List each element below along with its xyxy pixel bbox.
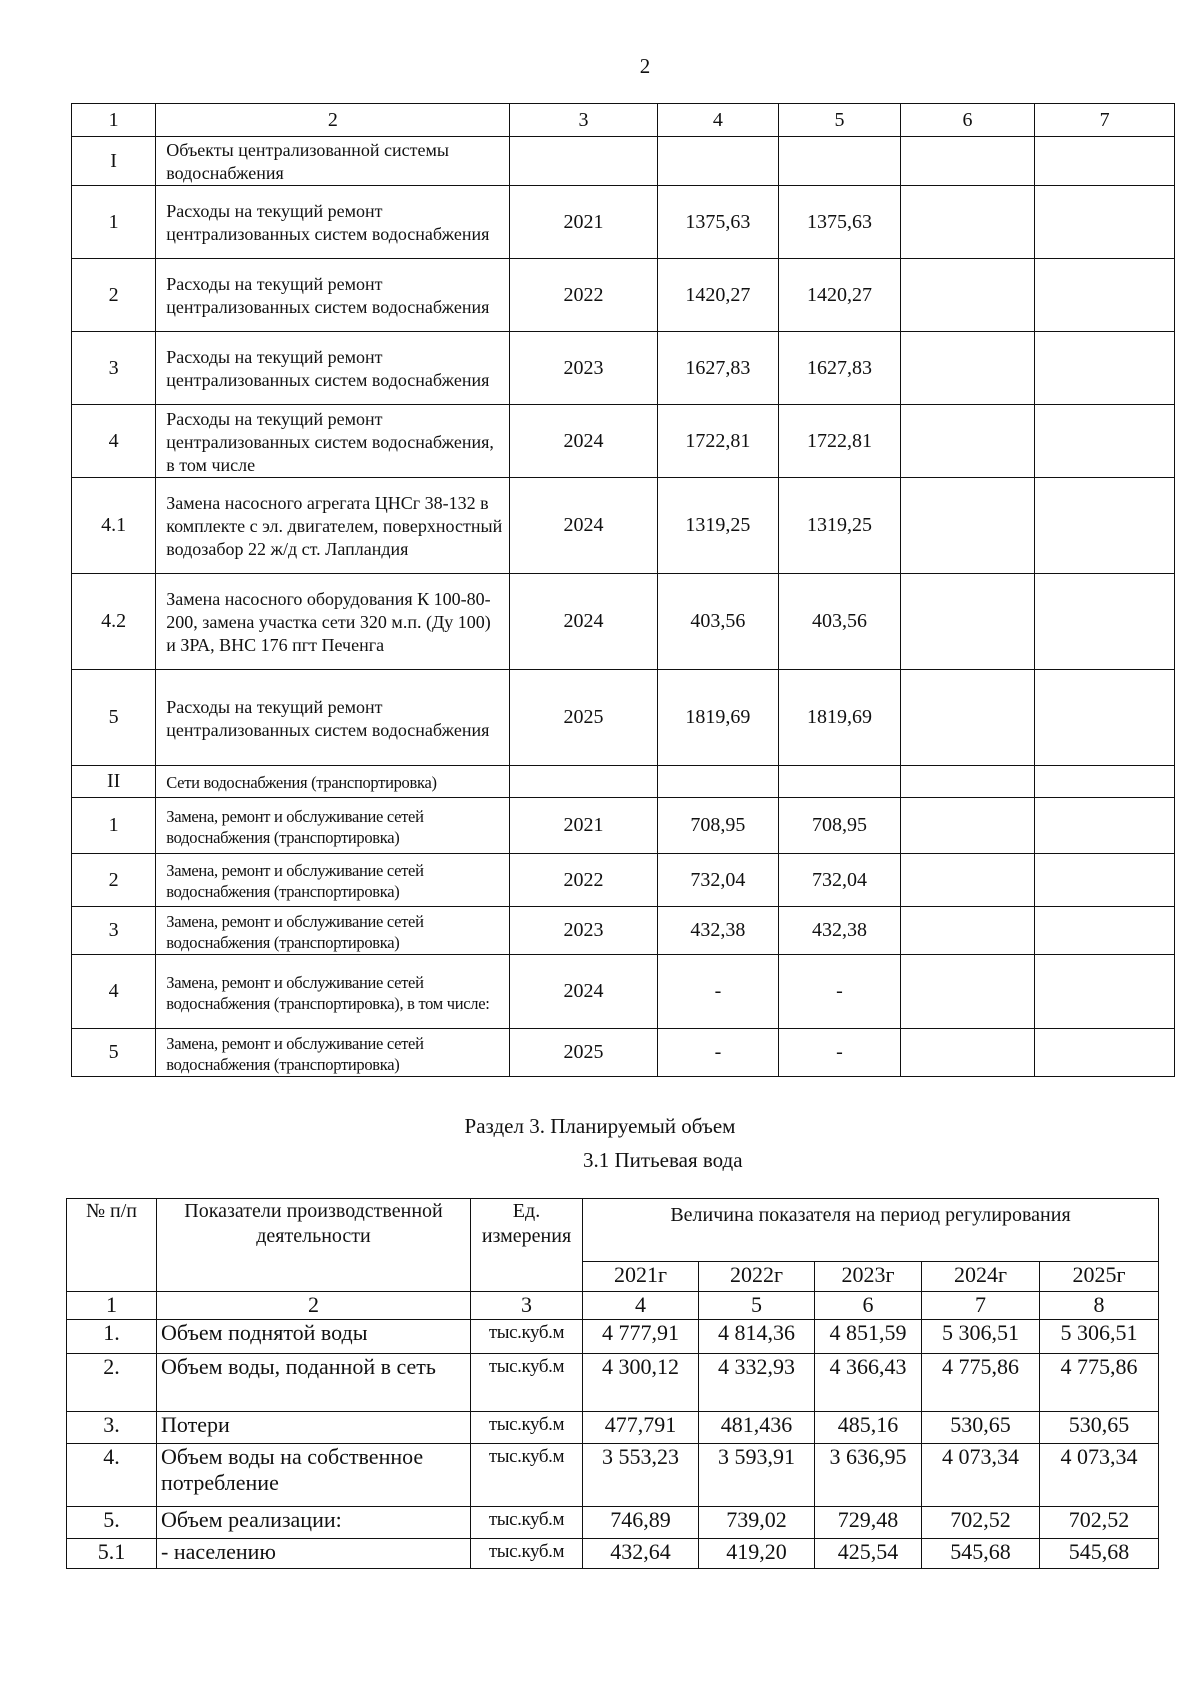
row-description: Расходы на текущий ремонт централизованных систем водоснабжения	[156, 259, 510, 332]
row-value-7	[1035, 405, 1175, 478]
row-value: 477,791	[583, 1412, 699, 1444]
row-value-4	[657, 137, 779, 186]
row-value-6	[900, 405, 1034, 478]
row-number: 3	[72, 332, 156, 405]
row-number: 5.1	[67, 1539, 157, 1569]
row-year: 2022	[510, 854, 657, 907]
row-number: II	[72, 766, 156, 798]
table-row	[72, 670, 1175, 766]
row-unit: тыс.куб.м	[471, 1507, 583, 1539]
row-value: 3 593,91	[699, 1444, 815, 1507]
header-cell: 3	[510, 104, 657, 137]
row-value-5: 1722,81	[779, 405, 901, 478]
row-value-6	[900, 670, 1034, 766]
row-value-7	[1035, 574, 1175, 670]
table-row	[72, 766, 1175, 798]
row-description: Замена насосного оборудования К 100-80-200, замена участка сети 320 м.п. (Ду 100) и ЗРА, ВНС 176 пгт Печенга	[156, 574, 510, 670]
table-row	[72, 332, 1175, 405]
row-year: 2024	[510, 574, 657, 670]
row-value-6	[900, 854, 1034, 907]
section-title: Раздел 3. Планируемый объем	[464, 1114, 736, 1138]
row-indicator: Объем реализации:	[157, 1507, 471, 1539]
row-number: 1.	[67, 1320, 157, 1354]
row-value-7	[1035, 907, 1175, 955]
row-value-5: 1819,69	[779, 670, 901, 766]
row-number: 1	[72, 798, 156, 854]
row-number: 4.2	[72, 574, 156, 670]
table-row	[72, 478, 1175, 574]
row-value-4: 1420,27	[657, 259, 779, 332]
row-year: 2024	[510, 405, 657, 478]
row-description: Расходы на текущий ремонт централизованных систем водоснабжения	[156, 670, 510, 766]
header-cell: 1	[72, 104, 156, 137]
row-value-7	[1035, 186, 1175, 259]
row-indicator: - населению	[157, 1539, 471, 1569]
row-year: 2023	[510, 332, 657, 405]
row-value-6	[900, 186, 1034, 259]
row-value: 3 636,95	[815, 1444, 922, 1507]
row-value: 729,48	[815, 1507, 922, 1539]
index-cell: 4	[583, 1292, 699, 1320]
row-description: Замена, ремонт и обслуживание сетей водоснабжения (транспортировка)	[156, 854, 510, 907]
row-value: 4 814,36	[699, 1320, 815, 1354]
table-row	[67, 1539, 1159, 1569]
row-value: 4 775,86	[1040, 1354, 1159, 1412]
row-value-7	[1035, 332, 1175, 405]
table-header-row	[72, 104, 1175, 137]
row-description: Замена, ремонт и обслуживание сетей водоснабжения (транспортировка)	[156, 907, 510, 955]
row-value-4: 708,95	[657, 798, 779, 854]
row-year: 2024	[510, 955, 657, 1029]
row-value-4: 1319,25	[657, 478, 779, 574]
row-value: 545,68	[1040, 1539, 1159, 1569]
row-value-7	[1035, 259, 1175, 332]
table-row	[72, 405, 1175, 478]
row-number: 2	[72, 259, 156, 332]
row-year: 2024	[510, 478, 657, 574]
header-cell: 4	[657, 104, 779, 137]
row-value-6	[900, 332, 1034, 405]
index-cell: 2	[157, 1292, 471, 1320]
row-value-5: 1375,63	[779, 186, 901, 259]
row-year: 2021	[510, 798, 657, 854]
row-value: 746,89	[583, 1507, 699, 1539]
row-year: 2025	[510, 670, 657, 766]
row-value: 3 553,23	[583, 1444, 699, 1507]
row-value: 545,68	[922, 1539, 1040, 1569]
row-value-7	[1035, 1029, 1175, 1077]
row-indicator: Объем поднятой воды	[157, 1320, 471, 1354]
row-number: 2.	[67, 1354, 157, 1412]
row-unit: тыс.куб.м	[471, 1320, 583, 1354]
index-cell: 8	[1040, 1292, 1159, 1320]
row-value-5: 1627,83	[779, 332, 901, 405]
row-value-7	[1035, 137, 1175, 186]
row-year: 2022	[510, 259, 657, 332]
index-cell: 1	[67, 1292, 157, 1320]
row-value: 485,16	[815, 1412, 922, 1444]
row-number: 4	[72, 405, 156, 478]
row-indicator: Объем воды на собственное потребление	[157, 1444, 471, 1507]
row-value-6	[900, 137, 1034, 186]
row-description: Расходы на текущий ремонт централизованных систем водоснабжения	[156, 186, 510, 259]
row-indicator: Потери	[157, 1412, 471, 1444]
row-unit: тыс.куб.м	[471, 1354, 583, 1412]
row-value-5: 732,04	[779, 854, 901, 907]
row-number: 4	[72, 955, 156, 1029]
row-value-6	[900, 478, 1034, 574]
row-number: 4.1	[72, 478, 156, 574]
header-cell: 6	[900, 104, 1034, 137]
row-value-4: -	[657, 955, 779, 1029]
row-value-5	[779, 766, 901, 798]
table-row	[72, 186, 1175, 259]
row-value: 4 073,34	[1040, 1444, 1159, 1507]
row-value: 4 775,86	[922, 1354, 1040, 1412]
row-unit: тыс.куб.м	[471, 1412, 583, 1444]
header-num: № п/п	[67, 1199, 157, 1292]
header-unit: Ед. измерения	[471, 1199, 583, 1292]
header-indicator: Показатели производственной деятельности	[157, 1199, 471, 1292]
row-value-5: -	[779, 955, 901, 1029]
table-row	[67, 1320, 1159, 1354]
row-value: 4 851,59	[815, 1320, 922, 1354]
row-description: Замена насосного агрегата ЦНСг 38-132 в комплекте с эл. двигателем, поверхностный водозабор 22 ж/д ст. Лапландия	[156, 478, 510, 574]
row-year: 2021	[510, 186, 657, 259]
planned-volume-table	[66, 1198, 1159, 1569]
row-value-4: 403,56	[657, 574, 779, 670]
table-row	[72, 854, 1175, 907]
row-value-6	[900, 1029, 1034, 1077]
row-value-6	[900, 574, 1034, 670]
row-number: 5	[72, 1029, 156, 1077]
row-value-4: 1819,69	[657, 670, 779, 766]
year-cell: 2022г	[699, 1262, 815, 1292]
row-value: 432,64	[583, 1539, 699, 1569]
year-cell: 2025г	[1040, 1262, 1159, 1292]
row-year	[510, 137, 657, 186]
row-value-6	[900, 907, 1034, 955]
row-value: 739,02	[699, 1507, 815, 1539]
repair-expenses-table	[71, 103, 1175, 1077]
table-row	[67, 1412, 1159, 1444]
row-value-4: 1627,83	[657, 332, 779, 405]
year-cell: 2024г	[922, 1262, 1040, 1292]
row-value-7	[1035, 798, 1175, 854]
row-value: 4 073,34	[922, 1444, 1040, 1507]
row-description: Расходы на текущий ремонт централизованных систем водоснабжения	[156, 332, 510, 405]
row-value-5: 1319,25	[779, 478, 901, 574]
row-value-5: -	[779, 1029, 901, 1077]
row-description: Замена, ремонт и обслуживание сетей водоснабжения (транспортировка), в том числе:	[156, 955, 510, 1029]
row-indicator: Объем воды, поданной в сеть	[157, 1354, 471, 1412]
row-value-6	[900, 955, 1034, 1029]
subsection-title: 3.1 Питьевая вода	[583, 1148, 743, 1172]
row-value-5: 432,38	[779, 907, 901, 955]
row-value-4: 1722,81	[657, 405, 779, 478]
row-value-4: -	[657, 1029, 779, 1077]
row-value: 5 306,51	[1040, 1320, 1159, 1354]
row-value-7	[1035, 478, 1175, 574]
row-number: 4.	[67, 1444, 157, 1507]
year-cell: 2023г	[815, 1262, 922, 1292]
row-value: 481,436	[699, 1412, 815, 1444]
row-value-5: 403,56	[779, 574, 901, 670]
table-row	[72, 1029, 1175, 1077]
row-description: Объекты централизованной системы водоснабжения	[156, 137, 510, 186]
table-index-row	[67, 1292, 1159, 1320]
row-number: I	[72, 137, 156, 186]
row-value: 702,52	[1040, 1507, 1159, 1539]
row-number: 3.	[67, 1412, 157, 1444]
row-value: 530,65	[1040, 1412, 1159, 1444]
table-row	[67, 1354, 1159, 1412]
row-number: 2	[72, 854, 156, 907]
page-number: 2	[639, 54, 651, 78]
table-row	[72, 137, 1175, 186]
row-value: 4 332,93	[699, 1354, 815, 1412]
row-value: 425,54	[815, 1539, 922, 1569]
row-value: 4 300,12	[583, 1354, 699, 1412]
row-number: 5	[72, 670, 156, 766]
index-cell: 6	[815, 1292, 922, 1320]
row-value-7	[1035, 766, 1175, 798]
index-cell: 5	[699, 1292, 815, 1320]
table-row	[72, 574, 1175, 670]
index-cell: 7	[922, 1292, 1040, 1320]
header-cell: 5	[779, 104, 901, 137]
row-number: 1	[72, 186, 156, 259]
row-number: 3	[72, 907, 156, 955]
year-cell: 2021г	[583, 1262, 699, 1292]
row-value-5: 708,95	[779, 798, 901, 854]
header-cell: 7	[1035, 104, 1175, 137]
row-value-4: 732,04	[657, 854, 779, 907]
row-description: Замена, ремонт и обслуживание сетей водоснабжения (транспортировка)	[156, 1029, 510, 1077]
row-year	[510, 766, 657, 798]
row-unit: тыс.куб.м	[471, 1539, 583, 1569]
row-value: 530,65	[922, 1412, 1040, 1444]
row-value-4: 432,38	[657, 907, 779, 955]
index-cell: 3	[471, 1292, 583, 1320]
table-row	[72, 798, 1175, 854]
row-value: 4 366,43	[815, 1354, 922, 1412]
table-header-row	[67, 1199, 1159, 1262]
row-value-6	[900, 798, 1034, 854]
table-row	[72, 907, 1175, 955]
row-value-5	[779, 137, 901, 186]
row-value-6	[900, 766, 1034, 798]
row-value-7	[1035, 955, 1175, 1029]
table-row	[67, 1444, 1159, 1507]
row-value: 4 777,91	[583, 1320, 699, 1354]
row-value: 5 306,51	[922, 1320, 1040, 1354]
table-row	[72, 955, 1175, 1029]
row-value: 419,20	[699, 1539, 815, 1569]
header-cell: 2	[156, 104, 510, 137]
table-row	[67, 1507, 1159, 1539]
row-value-7	[1035, 854, 1175, 907]
row-value-4: 1375,63	[657, 186, 779, 259]
row-value-6	[900, 259, 1034, 332]
row-description: Сети водоснабжения (транспортировка)	[156, 766, 510, 798]
row-year: 2023	[510, 907, 657, 955]
row-value-4	[657, 766, 779, 798]
row-description: Замена, ремонт и обслуживание сетей водоснабжения (транспортировка)	[156, 798, 510, 854]
row-value-5: 1420,27	[779, 259, 901, 332]
row-value: 702,52	[922, 1507, 1040, 1539]
header-value: Величина показателя на период регулирования	[583, 1199, 1159, 1262]
row-number: 5.	[67, 1507, 157, 1539]
row-year: 2025	[510, 1029, 657, 1077]
row-value-7	[1035, 670, 1175, 766]
table-row	[72, 259, 1175, 332]
row-description: Расходы на текущий ремонт централизованных систем водоснабжения, в том числе	[156, 405, 510, 478]
row-unit: тыс.куб.м	[471, 1444, 583, 1507]
